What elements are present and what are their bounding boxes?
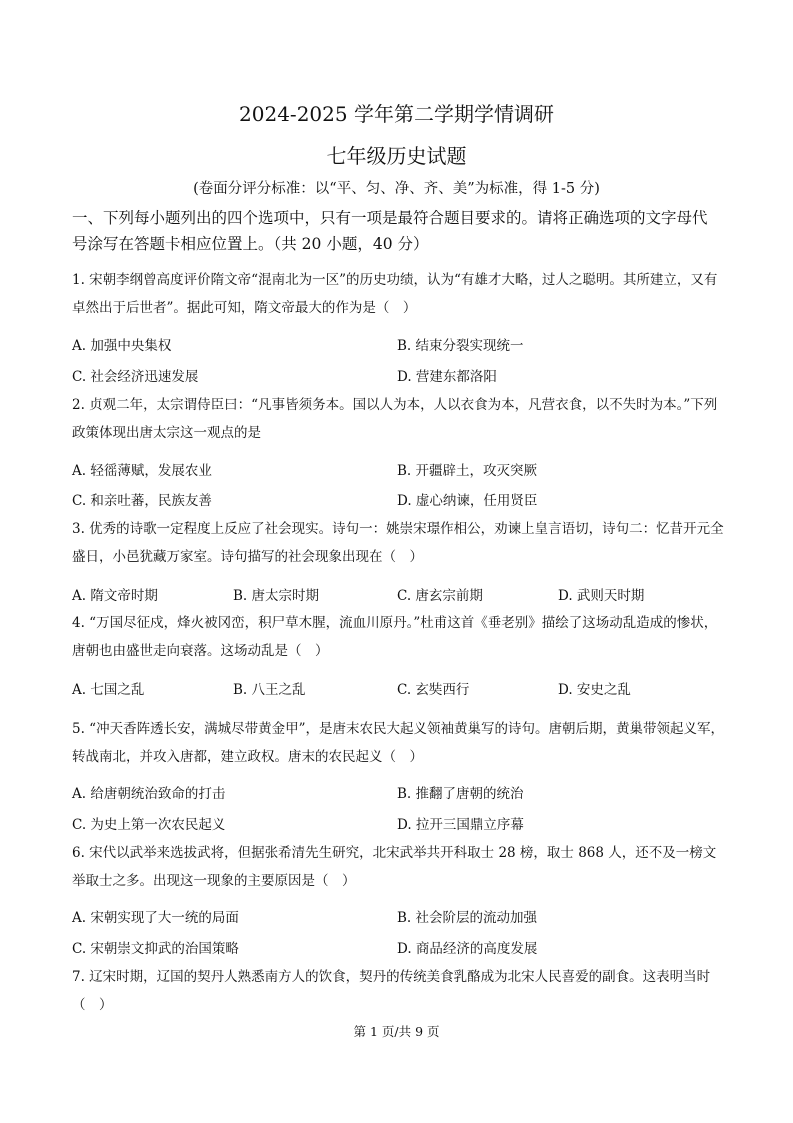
question-4-option-c: C. 玄奘西行	[397, 682, 470, 698]
question-6-option-c: C. 宋朝崇文抑武的治国策略	[72, 941, 239, 957]
question-3-option-c: C. 唐玄宗前期	[397, 588, 483, 604]
question-2-option-d: D. 虚心纳谏，任用贤臣	[397, 493, 538, 509]
question-1-stem: 1. 宋朝李纲曾高度评价隋文帝“混南北为一区”的历史功绩，认为“有雄才大略，过人之聪明。其所建立，又有卓然出于后世者”。据此可知，隋文帝最大的作为是（ ）	[72, 272, 718, 316]
question-1-option-d: D. 营建东都洛阳	[397, 369, 497, 385]
question-2-option-b: B. 开疆辟土，攻灭突厥	[397, 463, 538, 479]
question-5-option-a: A. 给唐朝统治致命的打击	[72, 786, 226, 802]
question-4-option-d: D. 安史之乱	[558, 682, 631, 698]
question-1-option-a: A. 加强中央集权	[72, 338, 172, 354]
question-3-option-b: B. 唐太宗时期	[233, 588, 320, 604]
question-5-option-b: B. 推翻了唐朝的统治	[397, 786, 524, 802]
question-3-option-d: D. 武则天时期	[558, 588, 645, 604]
question-3-option-a: A. 隋文帝时期	[72, 588, 158, 604]
question-3-stem: 3. 优秀的诗歌一定程度上反应了社会现实。诗句一：姚崇宋璟作相公，劝谏上皇言语切，诗句二：忆昔开元全盛日，小邑犹藏万家室。诗句描写的社会现象出现在（ ）	[72, 521, 724, 565]
question-6-option-a: A. 宋朝实现了大一统的局面	[72, 910, 239, 926]
exam-subtitle: 七年级历史试题	[326, 144, 467, 168]
question-2-stem: 2. 贞观二年，太宗谓侍臣曰：“凡事皆须务本。国以人为本，人以衣食为本，凡营衣食，以不失时为本。”下列政策体现出唐太宗这一观点的是	[72, 397, 718, 441]
exam-title: 2024-2025 学年第二学期学情调研	[239, 102, 554, 126]
question-4-option-a: A. 七国之乱	[72, 682, 145, 698]
question-1-option-b: B. 结束分裂实现统一	[397, 338, 524, 354]
section-instructions: 一、下列每小题列出的四个选项中，只有一项是最符合题目要求的。请将正确选项的文字母代号涂写在答题卡相应位置上。（共 20 小题，40 分）	[72, 209, 708, 253]
question-2-option-a: A. 轻徭薄赋，发展农业	[72, 463, 212, 479]
question-6-stem: 6. 宋代以武举来选拔武将，但据张希清先生研究，北宋武举共开科取士 28 榜，取士 868 人，还不及一榜文举取士之多。出现这一现象的主要原因是（ ）	[72, 845, 717, 889]
page-footer: 第 1 页/共 9 页	[353, 1024, 440, 1039]
question-6-option-b: B. 社会阶层的流动加强	[397, 910, 538, 926]
question-4-stem: 4. “万国尽征戍，烽火被冈峦，积尸草木腥，流血川原丹。”杜甫这首《垂老别》描绘了这场动乱造成的惨状，唐朝也由盛世走向衰落。这场动乱是（ ）	[72, 615, 718, 659]
question-1-option-c: C. 社会经济迅速发展	[72, 369, 199, 385]
question-5-option-c: C. 为史上第一次农民起义	[72, 817, 226, 833]
question-7-stem: 7. 辽宋时期，辽国的契丹人熟悉南方人的饮食，契丹的传统美食乳酪成为北宋人民喜爱的副食。这表明当时（ ）	[72, 969, 711, 1013]
scoring-note: (卷面分评分标准：以“平、匀、净、齐、美”为标准，得 1-5 分)	[193, 181, 600, 197]
question-6-option-d: D. 商品经济的高度发展	[397, 941, 538, 957]
question-5-option-d: D. 拉开三国鼎立序幕	[397, 817, 524, 833]
question-4-option-b: B. 八王之乱	[233, 682, 306, 698]
question-2-option-c: C. 和亲吐蕃，民族友善	[72, 493, 212, 509]
question-5-stem: 5. “冲天香阵透长安，满城尽带黄金甲”，是唐末农民大起义领袖黄巢写的诗句。唐朝后期，黄巢带领起义军，转战南北，并攻入唐都，建立政权。唐末的农民起义（ ）	[72, 721, 724, 765]
